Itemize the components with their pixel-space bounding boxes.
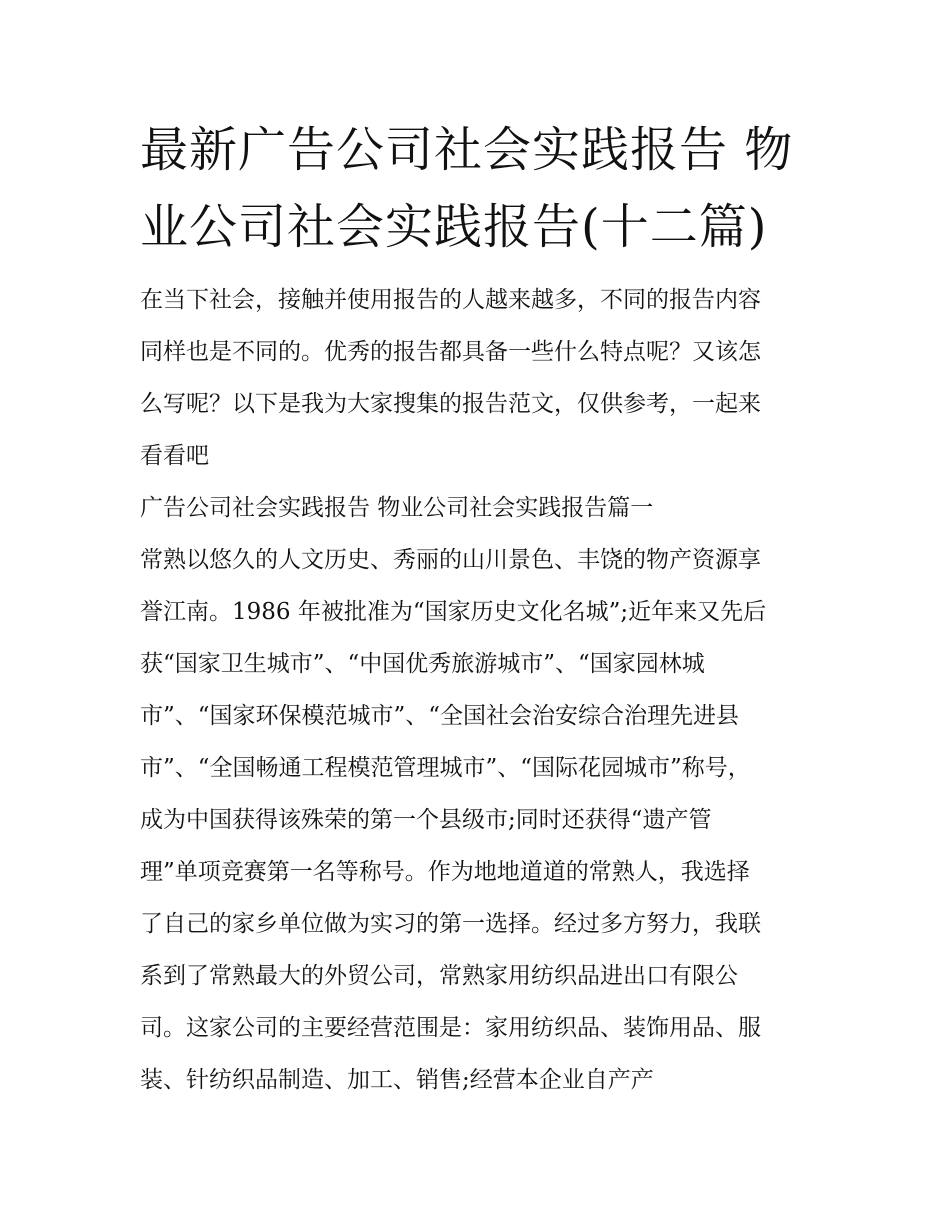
body-line: 誉江南。1986 年被批准为“国家历史文化名城”;近年来又先后 <box>140 599 767 625</box>
body-line: 成为中国获得该殊荣的第一个县级市;同时还获得“遗产管 <box>140 807 712 833</box>
body-line: 市”、“全国畅通工程模范管理城市”、“国际花园城市”称号， <box>140 755 751 781</box>
intro-line: 在当下社会，接触并使用报告的人越来越多，不同的报告内容 <box>140 287 761 313</box>
body-line: 司。这家公司的主要经营范围是：家用纺织品、装饰用品、服 <box>140 1015 761 1041</box>
intro-line: 么写呢？以下是我为大家搜集的报告范文，仅供参考，一起来 <box>140 391 761 417</box>
body-line: 获“国家卫生城市”、“中国优秀旅游城市”、“国家园林城 <box>140 651 705 677</box>
body-line: 系到了常熟最大的外贸公司，常熟家用纺织品进出口有限公 <box>140 963 738 989</box>
body-line: 了自己的家乡单位做为实习的第一选择。经过多方努力，我联 <box>140 911 761 937</box>
body-line: 市”、“国家环保模范城市”、“全国社会治安综合治理先进县 <box>140 703 740 729</box>
title-line: 业公司社会实践报告(十二篇) <box>140 199 768 255</box>
intro-line: 同样也是不同的。优秀的报告都具备一些什么特点呢？又该怎 <box>140 339 761 365</box>
body-line: 装、针纺织品制造、加工、销售;经营本企业自产产 <box>140 1067 654 1093</box>
intro-line: 看看吧 <box>140 443 209 469</box>
intro-paragraph <box>140 274 820 482</box>
body-paragraph <box>140 534 820 1106</box>
title-line: 最新广告公司社会实践报告 物 <box>140 122 794 178</box>
document-page <box>140 112 820 1106</box>
document-title <box>140 112 820 266</box>
body-line: 理”单项竞赛第一名等称号。作为地地道道的常熟人，我选择 <box>140 859 750 885</box>
body-line: 常熟以悠久的人文历史、秀丽的山川景色、丰饶的物产资源享 <box>140 547 761 573</box>
section-heading: 广告公司社会实践报告 物业公司社会实践报告篇一 <box>140 495 654 521</box>
